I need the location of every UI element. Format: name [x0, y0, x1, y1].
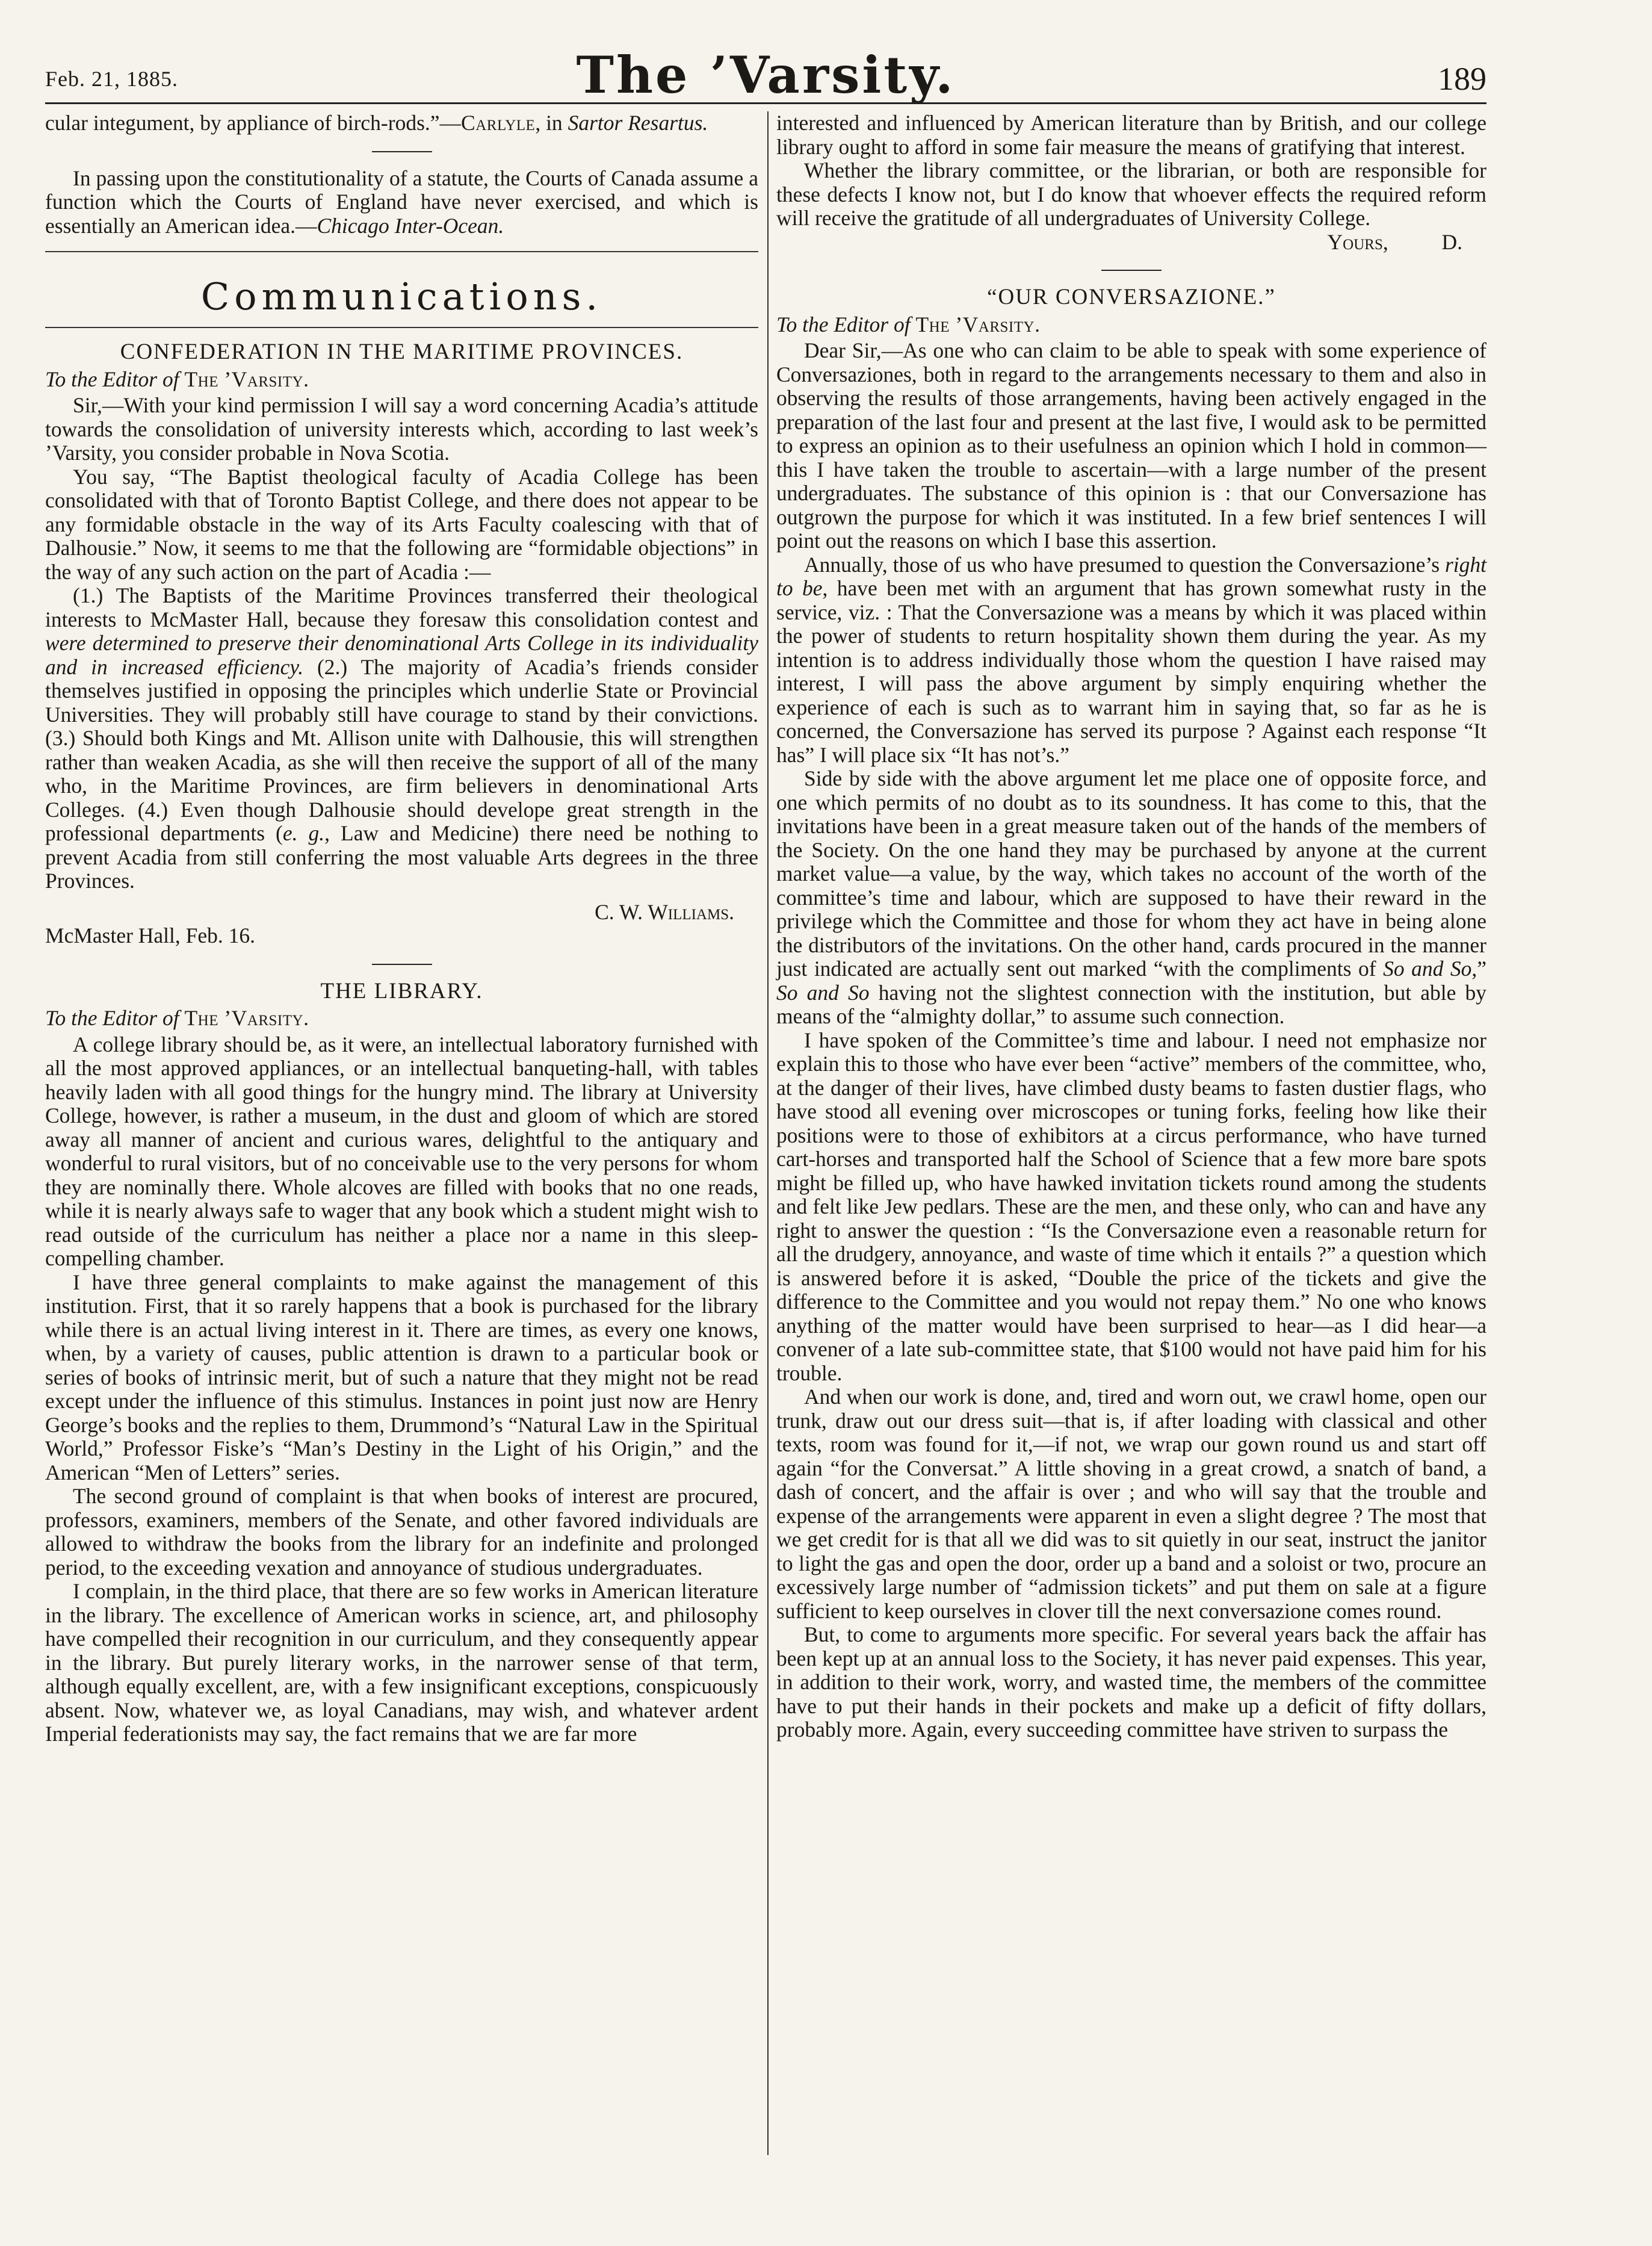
article-paragraph: interested and influenced by American literature than by British, and our college library ought to afford in some fair measure the means of gratifying that interest. — [776, 111, 1486, 159]
chicago-quote: In passing upon the constitutionality of a statute, the Courts of Canada assume a function which the Courts of England have never exercised, and which is essentially an American idea.—Chicago Inter-Ocean. — [45, 166, 758, 238]
to-editor-line: To the Editor of The ’Varsity. — [776, 312, 1041, 337]
article-paragraph: You say, “The Baptist theological faculty of Acadia College has been consolidated with that of Toronto Baptist College, and there does not appear to be any formidable obstacle in the way of its Arts Faculty coalescing with that of Dalhousie.” Now, it seems to me that the following are “formidable objections” in the way of any such action on the part of Acadia :— — [45, 464, 758, 584]
column-divider — [767, 111, 769, 2155]
article-paragraph: Whether the library committee, or the librarian, or both are responsible for these defects I know not, but I do know that whoever effects the required reform will receive the gratitude of all undergraduates of University College. — [776, 158, 1486, 230]
signature: C. W. Williams. — [595, 899, 734, 924]
left-column — [45, 111, 758, 1746]
article-paragraph: Sir,—With your kind permission I will say a word concerning Acadia’s attitude towards the consolidation of university interests which, according to last week’s ’Varsity, you consider probable in Nova Scotia. — [45, 393, 758, 465]
article-paragraph: Side by side with the above argument let me place one of opposite force, and one which permits of no doubt as to its soundness. It has come to this, that the invitations have been in a great measure taken out of the hands of the members of the Society. On the one hand they may be purchased by anyone at the current market value—a value, by the way, which takes no account of the worth of the committee’s time and labour, which are supposed to have their reward in the privilege which the Committee and those for whom they act have in being alone the distributors of the invitations. On the other hand, cards procured in the manner just indicated are actually sent out marked “with the compliments of So and So,” So and So having not the slightest connection with the institution, but able by means of the “almighty dollar,” to assume such connection. — [776, 766, 1487, 1028]
section-rule — [45, 327, 758, 328]
article-paragraph: Dear Sir,—As one who can claim to be able to speak with some experience of Conversaziones, both in regard to the arrangements necessary to them and also in observing the results of those arrangements, having been actively engaged in the preparation of the last four and present at the last five, I would ask to be permitted to express an opinion as to their usefulness an opinion which I hold in common—this I have taken the trouble to ascertain—with a large number of the present undergraduates. The substance of this opinion is : that our Conversazione has outgrown the purpose for which it was instituted. In a few brief sentences I will point out the reasons on which I base this assertion. — [776, 338, 1486, 553]
separator-rule — [372, 964, 432, 965]
article-paragraph: But, to come to arguments more specific. For several years back the affair has been kept up at an annual loss to the Society, it has never paid expenses. This year, in addition to their work, worry, and wasted time, the members of the committee have to put their hands in their pockets and make up a deficit of fifty dollars, probably more. Again, every succeeding committee have striven to surpass the — [776, 1622, 1486, 1742]
dateline: McMaster Hall, Feb. 16. — [45, 923, 256, 948]
to-editor-line: To the Editor of The ’Varsity. — [45, 1006, 309, 1030]
separator-rule — [372, 151, 432, 152]
article-title: CONFEDERATION IN THE MARITIME PROVINCES. — [120, 340, 684, 364]
header-rule — [45, 102, 1486, 104]
running-head — [45, 33, 1486, 105]
issue-date: Feb. 21, 1885. — [45, 67, 178, 91]
article-paragraph: I have three general complaints to make against the management of this institution. First, that it so rarely happens that a book is purchased for the library while there is an actual living interest in it. There are times, as every one knows, when, by a variety of causes, public attention is drawn to a particular book or series of books of intrinsic merit, but of such a nature that they might not be read except under the influence of this stimulus. Instances in point just now are Henry George’s books and the replies to them, Drummond’s “Natural Law in the Spiritual World,” Professor Fiske’s “Man’s Destiny in the Light of his Origin,” and the American “Men of Letters” series. — [45, 1270, 758, 1484]
quote-source: Chicago Inter-Ocean. — [317, 213, 504, 238]
right-column — [776, 111, 1486, 1742]
article-title: THE LIBRARY. — [320, 978, 483, 1004]
section-header: Communications. — [200, 275, 603, 318]
article-paragraph: The second ground of complaint is that when books of interest are procured, professors, examiners, members of the Senate, and other favored individuals are allowed to withdraw the books from the library for an indefinite and prolonged period, to the exceeding vexation and annoyance of studious undergraduates. — [45, 1484, 758, 1580]
page-number: 189 — [1438, 61, 1486, 97]
article-paragraph: I have spoken of the Committee’s time and labour. I need not emphasize nor explain this to those who have ever been “active” members of the committee, who, at the danger of their lives, have climbed dusty beams to fasten dustier flags, who have stood all evening over microscopes or tuning forks, feeling how like their positions were to those of exhibitors at a circus performance, who have turned cart-horses and transported half the School of Science that a few more bare spots might be filled up, who have hawked invitation tickets round among the students and felt like Jew pedlars. These are the men, and these only, who can and have any right to answer the question : “Is the Conversazione even a reasonable return for all the drudgery, annoyance, and waste of time which it entails ?” a question which is answered before it is asked, “Double the price of the tickets and give the difference to the Committee and you would not repay them.” No one who knows anything of the matter would have been surprised to hear—as I did hear—a convener of a late sub-committee state, that $100 would not have paid him for his trouble. — [776, 1028, 1486, 1385]
article-paragraph: Annually, those of us who have presumed to question the Conversazione’s right to be, have been met with an argument that has grown somewhat rusty in the service, viz. : That the Conversazione was a means by which it was placed within the power of students to return hospitality shown them during the year. As my intention is to address individually those whom the question I have raised may interest, I will pass the above argument by simply enquiring whether the experience of each is such as to warrant him in saying that, so far as he is concerned, the Conversazione has served its purpose ? Against each response “It has” I will place six “It has not’s.” — [776, 552, 1486, 767]
article-paragraph: (1.) The Baptists of the Maritime Provinces transferred their theological interests to McMaster Hall, because they foresaw this consolidation contest and were determined to preserve their denominational Arts College in its individuality and in increased efficiency. (2.) The majority of Acadia’s friends consider themselves justified in opposing the principles which underlie State or Provincial Universities. They will probably still have courage to stand by their convictions. (3.) Should both Kings and Mt. Allison unite with Dalhousie, this will strengthen rather than weaken Acadia, as she will then receive the support of all of the many who, in the Maritime Provinces, are firm believers in denominational Arts Colleges. (4.) Even though Dalhousie should develope great strength in the professional departments (e. g., Law and Medicine) there need be nothing to prevent Acadia from still conferring the most valuable Arts degrees in the three Provinces. — [45, 583, 758, 893]
quote-author: Carlyle — [461, 111, 536, 135]
article-paragraph: A college library should be, as it were, an intellectual laboratory furnished with all the most approved appliances, or an intellectual banqueting-hall, with tables heavily laden with all good things for the hungry mind. The library at University College, however, is rather a museum, in the dust and gloom of which are stored away all manner of ancient and curious wares, delightful to the antiquary and wonderful to rural visitors, but of no conceivable use to the very persons for whom they are nominally there. Whole alcoves are filled with books that no one reads, while it is nearly always safe to wager that any book which a student might wish to read outside of the curriculum has neither a place nor a name in this sleep-compelling chamber. — [45, 1032, 758, 1270]
carlyle-quote: cular integument, by appliance of birch-rods.”—Carlyle, in Sartor Resartus. — [45, 111, 708, 135]
masthead-title: The ’Varsity. — [576, 45, 956, 105]
to-editor-line: To the Editor of The ’Varsity. — [45, 367, 309, 391]
separator-rule — [1101, 270, 1162, 271]
quote-source: Sartor Resartus. — [568, 111, 708, 135]
signature: Yours, D. — [1327, 229, 1462, 254]
section-rule — [45, 251, 758, 252]
article-paragraph: And when our work is done, and, tired and worn out, we crawl home, open our trunk, draw out our dress suit—that is, if after loading with classical and other texts, room was found for it,—if not, we wrap our gown round us and start off again “for the Conversat.” A little shoving in a great crowd, a snatch of band, a dash of concert, and the affair is over ; and who will say that the trouble and expense of the arrangements were apparent in even a slight degree ? The most that we get credit for is that all we did was to sit quietly in our seat, instruct the janitor to light the gas and open the door, order up a band and a soloist or two, procure an excessively large number of “admission tickets” and put them on sale at a figure sufficient to keep ourselves in clover till the next conversazione comes round. — [776, 1385, 1486, 1623]
article-title: “OUR CONVERSAZIONE.” — [987, 285, 1276, 309]
article-paragraph: I complain, in the third place, that there are so few works in American literature in the library. The excellence of American works in science, art, and philosophy have compelled their recognition in our curriculum, and they consequently appear in the library. But purely literary works, in the narrower sense of that term, although equally excellent, are, with a few insignificant exceptions, conspicuously absent. Now, whatever we, as loyal Canadians, may wish, and whatever ardent Imperial federationists may say, the fact remains that we are far more — [45, 1579, 758, 1746]
